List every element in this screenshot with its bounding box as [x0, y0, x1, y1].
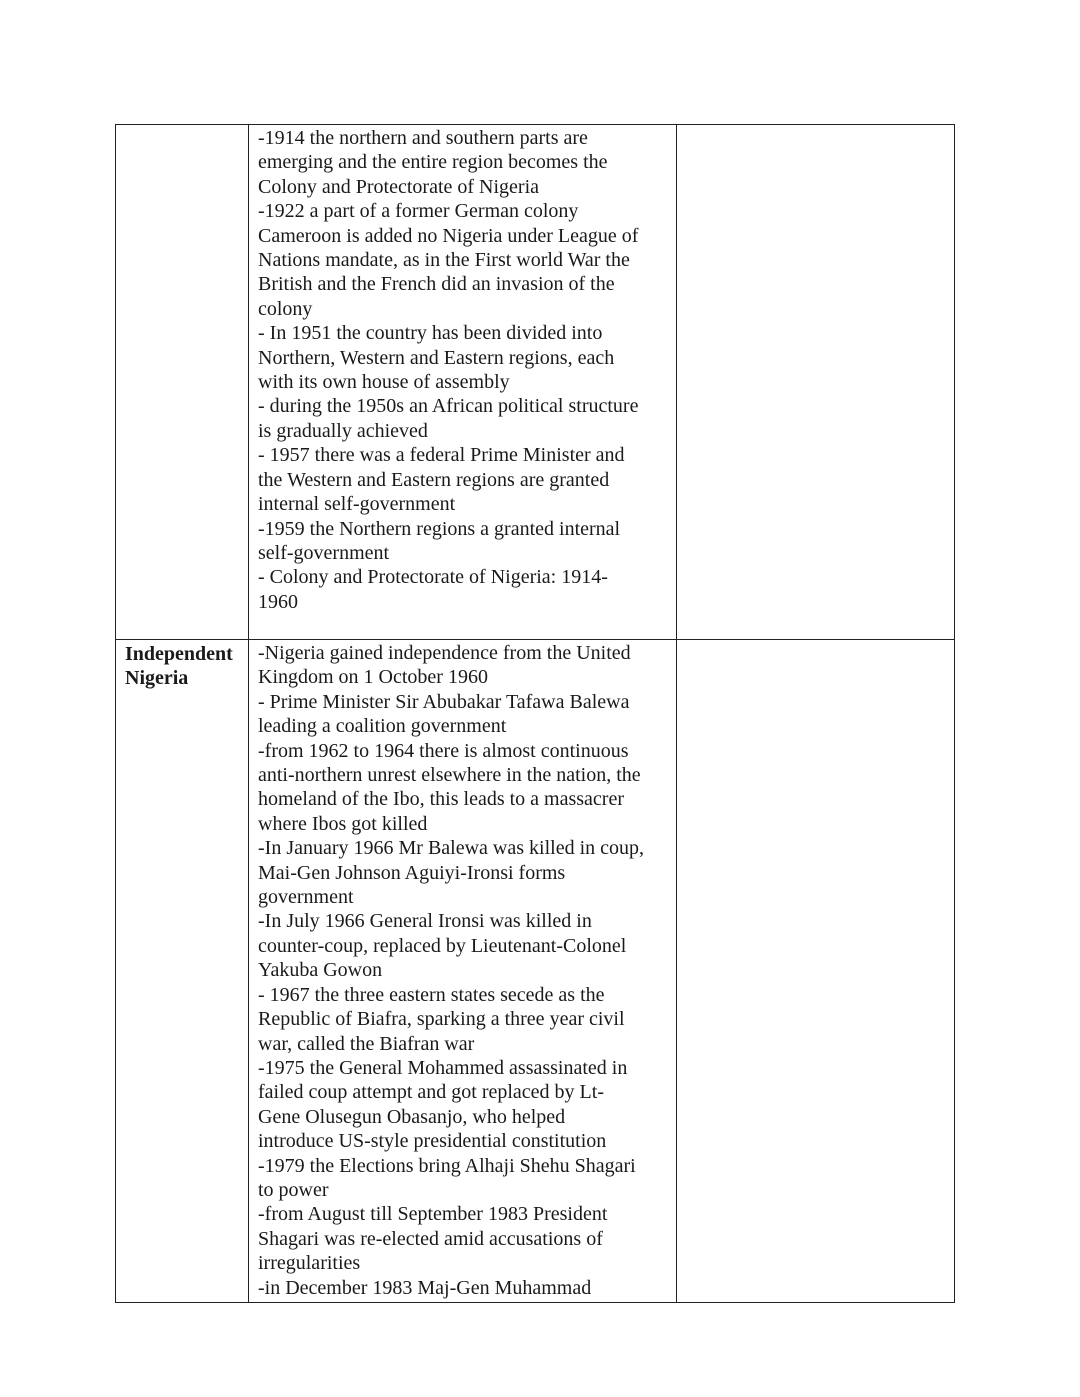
event-line: irregularities: [258, 1252, 361, 1275]
event-line: - 1957 there was a federal Prime Minister and: [258, 444, 625, 467]
event-line: - 1967 the three eastern states secede as the: [258, 983, 605, 1006]
event-line: Kingdom on 1 October 1960: [258, 666, 488, 689]
period-cell: [116, 125, 249, 640]
period-cell: [116, 640, 249, 1303]
event-line: Colony and Protectorate of Nigeria: [258, 175, 540, 198]
event-line: Yakuba Gowon: [258, 959, 383, 982]
event-line: -from 1962 to 1964 there is almost continuous: [258, 739, 629, 762]
event-line: Gene Olusegun Obasanjo, who helped: [258, 1105, 566, 1128]
event-line: 1960: [258, 590, 298, 613]
event-line: -from August till September 1983 President: [258, 1203, 608, 1226]
event-line: war, called the Biafran war: [258, 1032, 475, 1055]
event-line: -1979 the Elections bring Alhaji Shehu Shagari: [258, 1154, 636, 1177]
period-label: Independent: [125, 643, 233, 665]
events-cell: [249, 640, 677, 1303]
event-line: - during the 1950s an African political structure: [258, 395, 639, 418]
event-line: Nations mandate, as in the First world War the: [258, 249, 630, 272]
event-line: anti-northern unrest elsewhere in the nation, the: [258, 764, 641, 787]
notes-cell: [677, 640, 955, 1303]
event-line: Republic of Biafra, sparking a three year civil: [258, 1008, 625, 1031]
event-line: introduce US-style presidential constitution: [258, 1130, 607, 1153]
event-line: internal self-government: [258, 493, 456, 516]
table-row: [116, 125, 955, 640]
event-line: colony: [258, 297, 313, 320]
event-line: -1914 the northern and southern parts are: [258, 127, 588, 149]
event-line: -In January 1966 Mr Balewa was killed in coup,: [258, 837, 645, 860]
event-line: the Western and Eastern regions are granted: [258, 468, 610, 491]
event-line: failed coup attempt and got replaced by Lt-: [258, 1081, 604, 1104]
event-line: Cameroon is added no Nigeria under League of: [258, 224, 639, 247]
history-table: [115, 124, 955, 1303]
notes-cell: [677, 125, 955, 640]
event-line: homeland of the Ibo, this leads to a massacrer: [258, 788, 624, 811]
period-label: Nigeria: [125, 667, 189, 690]
event-line: -In July 1966 General Ironsi was killed in: [258, 910, 592, 933]
event-line: self-government: [258, 541, 390, 564]
event-line: emerging and the entire region becomes the: [258, 151, 608, 174]
event-line: - In 1951 the country has been divided into: [258, 322, 603, 345]
event-line: where Ibos got killed: [258, 812, 428, 835]
event-line: government: [258, 886, 354, 909]
event-line: British and the French did an invasion of the: [258, 273, 615, 296]
event-line: - Colony and Protectorate of Nigeria: 1914-: [258, 566, 608, 589]
table-row: [116, 640, 955, 1303]
event-line: -1922 a part of a former German colony: [258, 200, 579, 223]
events-cell: [249, 125, 677, 640]
event-line: -Nigeria gained independence from the United: [258, 642, 631, 664]
event-line: Mai-Gen Johnson Aguiyi-Ironsi forms: [258, 861, 566, 884]
event-line: - Prime Minister Sir Abubakar Tafawa Balewa: [258, 690, 630, 713]
event-line: leading a coalition government: [258, 715, 507, 738]
event-line: is gradually achieved: [258, 419, 428, 442]
event-line: counter-coup, replaced by Lieutenant-Colonel: [258, 934, 627, 957]
event-line: -in December 1983 Maj-Gen Muhammad: [258, 1276, 592, 1299]
event-line: Northern, Western and Eastern regions, each: [258, 346, 615, 369]
event-line: to power: [258, 1178, 329, 1201]
event-line: -1959 the Northern regions a granted internal: [258, 517, 621, 540]
event-line: Shagari was re-elected amid accusations of: [258, 1227, 603, 1250]
event-line: -1975 the General Mohammed assassinated in: [258, 1056, 628, 1079]
event-line: with its own house of assembly: [258, 371, 510, 394]
